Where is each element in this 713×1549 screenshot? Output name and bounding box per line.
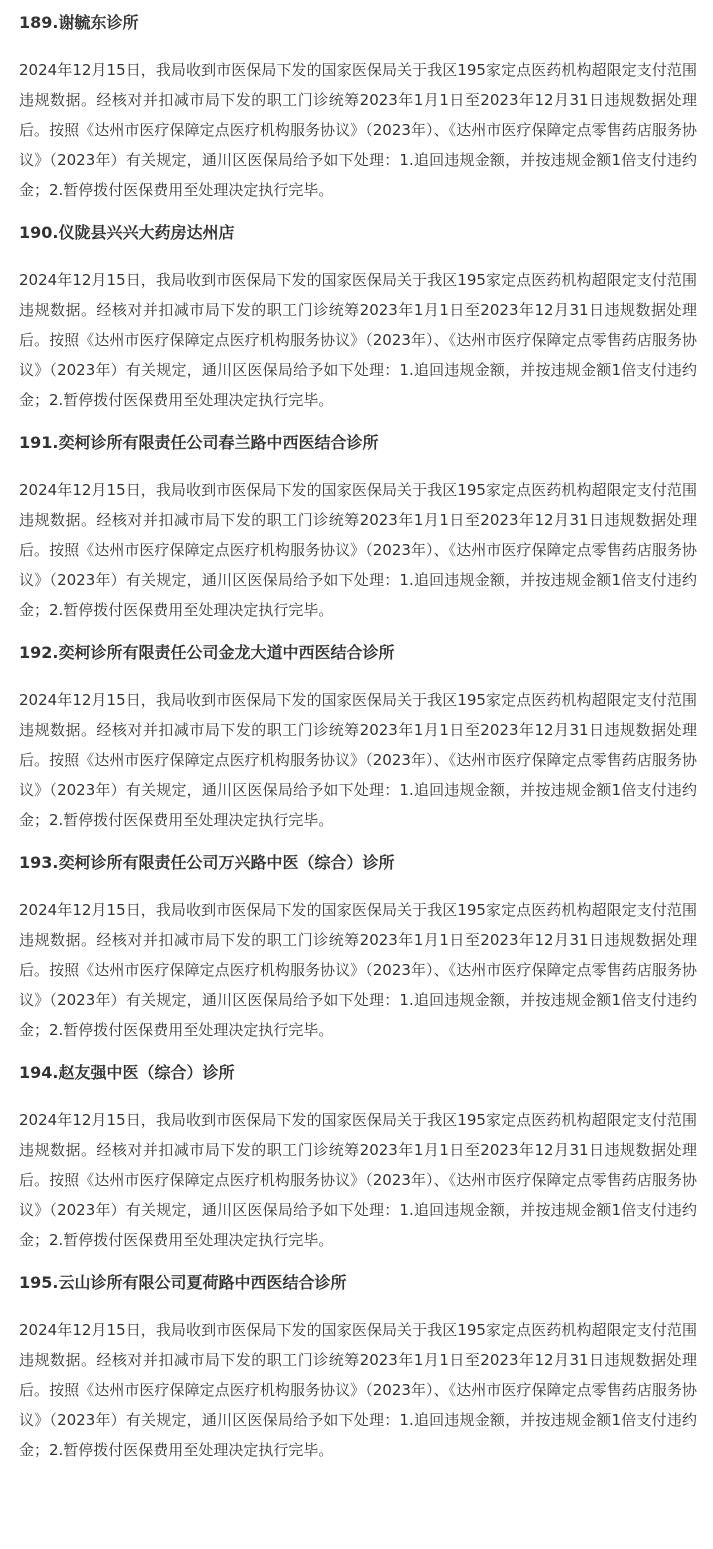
- entry-title: 193.奕柯诊所有限责任公司万兴路中医（综合）诊所: [19, 853, 395, 872]
- entry-title: 191.奕柯诊所有限责任公司春兰路中西医结合诊所: [19, 433, 379, 452]
- entry-body: 2024年12月15日，我局收到市医保局下发的国家医保局关于我区195家定点医药机构超限定支付范围违规数据。经核对并扣减市局下发的职工门诊统筹2023年1月1日至2023年12月31日违规数据处理后。按照《达州市医疗保障定点医疗机构服务协议》（2023年）、《达州市医疗保障定点零售药店服务协议》（2023年）有关规定，通川区医保局给予如下处理：1.追回违规金额，并按违规金额1倍支付违约金；2.暂停拨付医保费用至处理决定执行完毕。: [19, 61, 697, 199]
- entry-body: 2024年12月15日，我局收到市医保局下发的国家医保局关于我区195家定点医药机构超限定支付范围违规数据。经核对并扣减市局下发的职工门诊统筹2023年1月1日至2023年12月31日违规数据处理后。按照《达州市医疗保障定点医疗机构服务协议》（2023年）、《达州市医疗保障定点零售药店服务协议》（2023年）有关规定，通川区医保局给予如下处理：1.追回违规金额，并按违规金额1倍支付违约金；2.暂停拨付医保费用至处理决定执行完毕。: [19, 1111, 697, 1249]
- entry-title: 189.谢毓东诊所: [19, 13, 139, 32]
- entry-body: 2024年12月15日，我局收到市医保局下发的国家医保局关于我区195家定点医药机构超限定支付范围违规数据。经核对并扣减市局下发的职工门诊统筹2023年1月1日至2023年12月31日违规数据处理后。按照《达州市医疗保障定点医疗机构服务协议》（2023年）、《达州市医疗保障定点零售药店服务协议》（2023年）有关规定，通川区医保局给予如下处理：1.追回违规金额，并按违规金额1倍支付违约金；2.暂停拨付医保费用至处理决定执行完毕。: [19, 691, 697, 829]
- entry-title: 190.仪陇县兴兴大药房达州店: [19, 223, 235, 242]
- entry-title: 192.奕柯诊所有限责任公司金龙大道中西医结合诊所: [19, 643, 395, 662]
- entry-191: [19, 429, 697, 625]
- entry-body: 2024年12月15日，我局收到市医保局下发的国家医保局关于我区195家定点医药机构超限定支付范围违规数据。经核对并扣减市局下发的职工门诊统筹2023年1月1日至2023年12月31日违规数据处理后。按照《达州市医疗保障定点医疗机构服务协议》（2023年）、《达州市医疗保障定点零售药店服务协议》（2023年）有关规定，通川区医保局给予如下处理：1.追回违规金额，并按违规金额1倍支付违约金；2.暂停拨付医保费用至处理决定执行完毕。: [19, 481, 697, 619]
- entry-192: [19, 639, 697, 835]
- entry-194: [19, 1059, 697, 1255]
- entry-193: [19, 849, 697, 1045]
- entry-189: [19, 9, 697, 205]
- entry-body: 2024年12月15日，我局收到市医保局下发的国家医保局关于我区195家定点医药机构超限定支付范围违规数据。经核对并扣减市局下发的职工门诊统筹2023年1月1日至2023年12月31日违规数据处理后。按照《达州市医疗保障定点医疗机构服务协议》（2023年）、《达州市医疗保障定点零售药店服务协议》（2023年）有关规定，通川区医保局给予如下处理：1.追回违规金额，并按违规金额1倍支付违约金；2.暂停拨付医保费用至处理决定执行完毕。: [19, 1321, 697, 1459]
- entry-190: [19, 219, 697, 415]
- entry-body: 2024年12月15日，我局收到市医保局下发的国家医保局关于我区195家定点医药机构超限定支付范围违规数据。经核对并扣减市局下发的职工门诊统筹2023年1月1日至2023年12月31日违规数据处理后。按照《达州市医疗保障定点医疗机构服务协议》（2023年）、《达州市医疗保障定点零售药店服务协议》（2023年）有关规定，通川区医保局给予如下处理：1.追回违规金额，并按违规金额1倍支付违约金；2.暂停拨付医保费用至处理决定执行完毕。: [19, 271, 697, 409]
- entry-title: 195.云山诊所有限公司夏荷路中西医结合诊所: [19, 1273, 347, 1292]
- entry-body: 2024年12月15日，我局收到市医保局下发的国家医保局关于我区195家定点医药机构超限定支付范围违规数据。经核对并扣减市局下发的职工门诊统筹2023年1月1日至2023年12月31日违规数据处理后。按照《达州市医疗保障定点医疗机构服务协议》（2023年）、《达州市医疗保障定点零售药店服务协议》（2023年）有关规定，通川区医保局给予如下处理：1.追回违规金额，并按违规金额1倍支付违约金；2.暂停拨付医保费用至处理决定执行完毕。: [19, 901, 697, 1039]
- entry-195: [19, 1269, 697, 1465]
- entry-title: 194.赵友强中医（综合）诊所: [19, 1063, 235, 1082]
